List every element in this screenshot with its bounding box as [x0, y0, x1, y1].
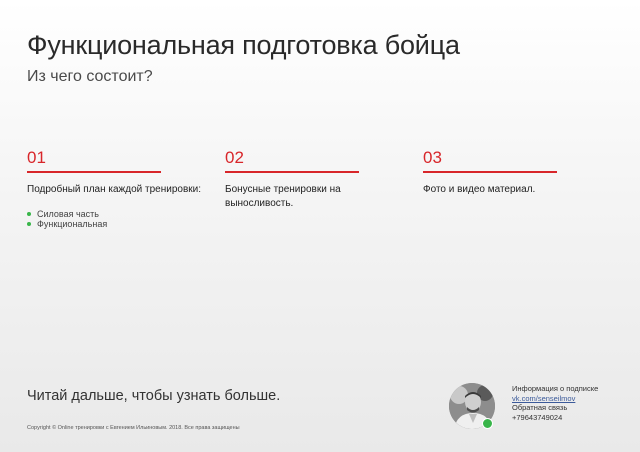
subscription-link[interactable]: vk.com/senseilmov	[512, 393, 576, 403]
page-subtitle: Из чего состоит?	[27, 68, 153, 85]
feature-description: Подробный план каждой тренировки:	[27, 184, 201, 195]
feature-description: Бонусные тренировки на выносливость.	[225, 184, 341, 209]
feature-column-3	[423, 148, 583, 197]
feature-description: Фото и видео материал.	[423, 184, 536, 195]
list-item	[27, 209, 217, 219]
page-title: Функциональная подготовка бойца	[27, 30, 460, 60]
bullet-dot-icon	[27, 212, 31, 216]
call-to-action-text: Читай дальше, чтобы узнать больше.	[27, 388, 281, 404]
feature-divider	[27, 171, 161, 173]
feature-number: 03	[423, 148, 442, 167]
list-item-label: Силовая часть	[37, 209, 99, 219]
feature-bullet-list	[27, 209, 217, 229]
list-item-label: Функциональная	[37, 219, 108, 229]
list-item	[27, 219, 217, 229]
feature-divider	[423, 171, 557, 173]
feature-column-2	[225, 148, 385, 211]
feature-number: 01	[27, 148, 46, 167]
phone-number: +79643749024	[512, 412, 563, 422]
feature-column-1	[27, 148, 217, 229]
feature-number: 02	[225, 148, 244, 167]
contact-title: Информация о подписке	[512, 384, 599, 393]
feature-divider	[225, 171, 359, 173]
copyright-text: Copyright © Online тренировки с Евгением Ильиновым. 2018. Все права защищены	[27, 425, 240, 431]
online-status-icon	[482, 418, 493, 429]
bullet-dot-icon	[27, 222, 31, 226]
feedback-label: Обратная связь	[512, 403, 568, 412]
contact-info	[512, 384, 598, 422]
